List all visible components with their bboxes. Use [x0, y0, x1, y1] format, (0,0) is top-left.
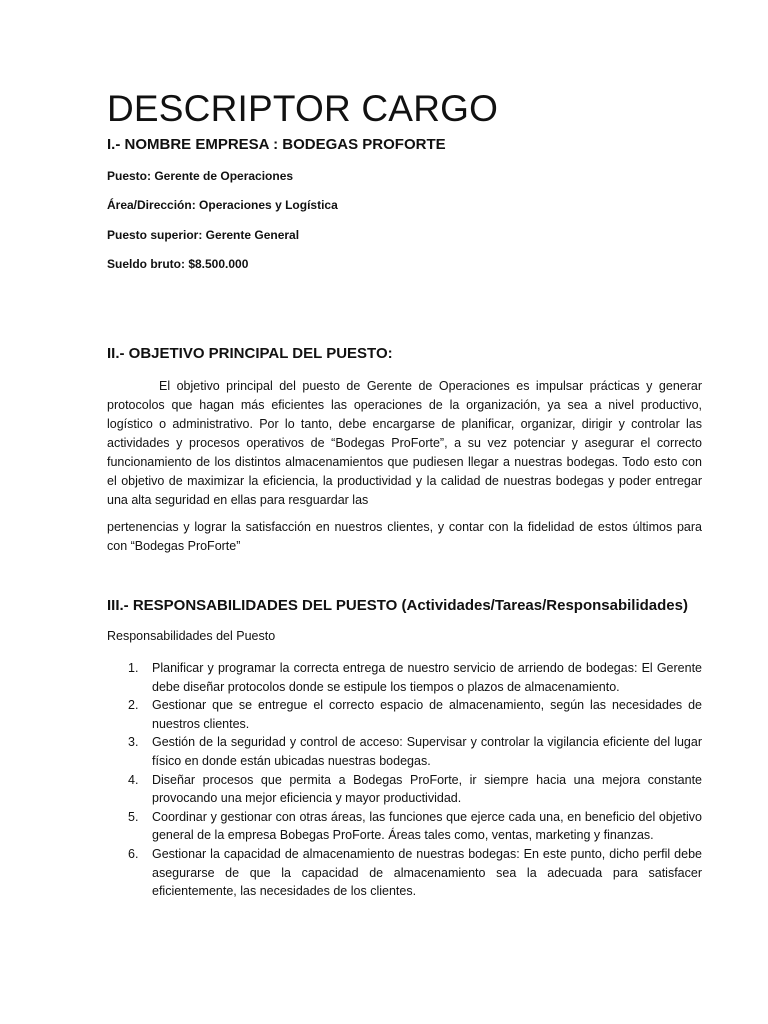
list-item: [107, 845, 702, 901]
list-item-text: Coordinar y gestionar con otras áreas, las funciones que ejerce cada una, en beneficio del objetivo general de la empresa Bobegas ProForte. Áreas tales como, ventas, marketing y finanzas.: [152, 809, 702, 843]
responsibilities-list: [107, 659, 702, 901]
list-item-number: 1.: [128, 661, 139, 675]
list-item-text: Gestión de la seguridad y control de acceso: Supervisar y controlar la vigilancia eficiente del lugar físico en donde están ubicadas nuestras bodegas.: [152, 735, 702, 768]
list-item: [107, 659, 702, 696]
field-sueldo-bruto: Sueldo bruto: $8.500.000: [107, 257, 249, 271]
company-heading: I.- NOMBRE EMPRESA : BODEGAS PROFORTE: [107, 136, 446, 153]
responsibilities-subtitle: Responsabilidades del Puesto: [107, 629, 276, 643]
list-item: [107, 771, 702, 808]
list-item-number: 6.: [128, 846, 139, 861]
list-item-text: Diseñar procesos que permita a Bodegas ProForte, ir siempre hacia una mejora constante provocando una mejor eficiencia y mayor productividad.: [152, 772, 702, 806]
list-item-number: 3.: [128, 735, 139, 750]
objective-paragraph-2: pertenencias y lograr la satisfacción en nuestros clientes, y contar con la fidelidad de estos últimos para con “Bodegas ProForte”: [107, 520, 702, 553]
list-item-text: Gestionar la capacidad de almacenamiento de nuestras bodegas: En este punto, dicho perfil debe asegurarse de que la capacidad de almacenamiento sea la adecuada para satisfacer eficientemente, las necesidades de los clientes.: [152, 846, 702, 899]
field-area-direccion: Área/Dirección: Operaciones y Logística: [107, 198, 338, 212]
field-puesto-superior: Puesto superior: Gerente General: [107, 228, 300, 242]
list-item: [107, 733, 702, 770]
list-item-number: 2.: [128, 698, 139, 713]
list-item: [107, 696, 702, 733]
responsibilities-heading: III.- RESPONSABILIDADES DEL PUESTO (Actividades/Tareas/Responsabilidades): [107, 597, 688, 614]
field-puesto: Puesto: Gerente de Operaciones: [107, 169, 294, 183]
objective-heading: II.- OBJETIVO PRINCIPAL DEL PUESTO:: [107, 345, 393, 362]
objective-paragraph-1: El objetivo principal del puesto de Gerente de Operaciones es impulsar prácticas y generar protocolos que hagan más eficientes las operaciones de la organización, ya sea a nivel productivo, logístico o administrativo. Por lo tanto, debe encargarse de planificar, organizar, dirigir y controlar las actividades y procesos operativos de “Bodegas ProForte”, a su vez potenciar y asegurar el correcto funcionamiento de los distintos almacenamientos que pudiesen llegar a nuestras bodegas. Todo esto con el objetivo de maximizar la eficiencia, la productividad y la calidad de nuestras bodegas y poder entregar una alta seguridad en ellas para resguardar las: [107, 379, 702, 507]
list-item: [107, 808, 702, 845]
list-item-text: Planificar y programar la correcta entrega de nuestro servicio de arriendo de bodegas: El Gerente debe diseñar protocolos donde se estipule los tiempos o plazos de almacenamiento.: [152, 661, 702, 694]
list-item-number: 5.: [128, 809, 139, 824]
list-item-number: 4.: [128, 772, 139, 787]
list-item-text: Gestionar que se entregue el correcto espacio de almacenamiento, según las necesidades de nuestros clientes.: [152, 698, 702, 731]
document-title: DESCRIPTOR CARGO: [107, 88, 499, 129]
